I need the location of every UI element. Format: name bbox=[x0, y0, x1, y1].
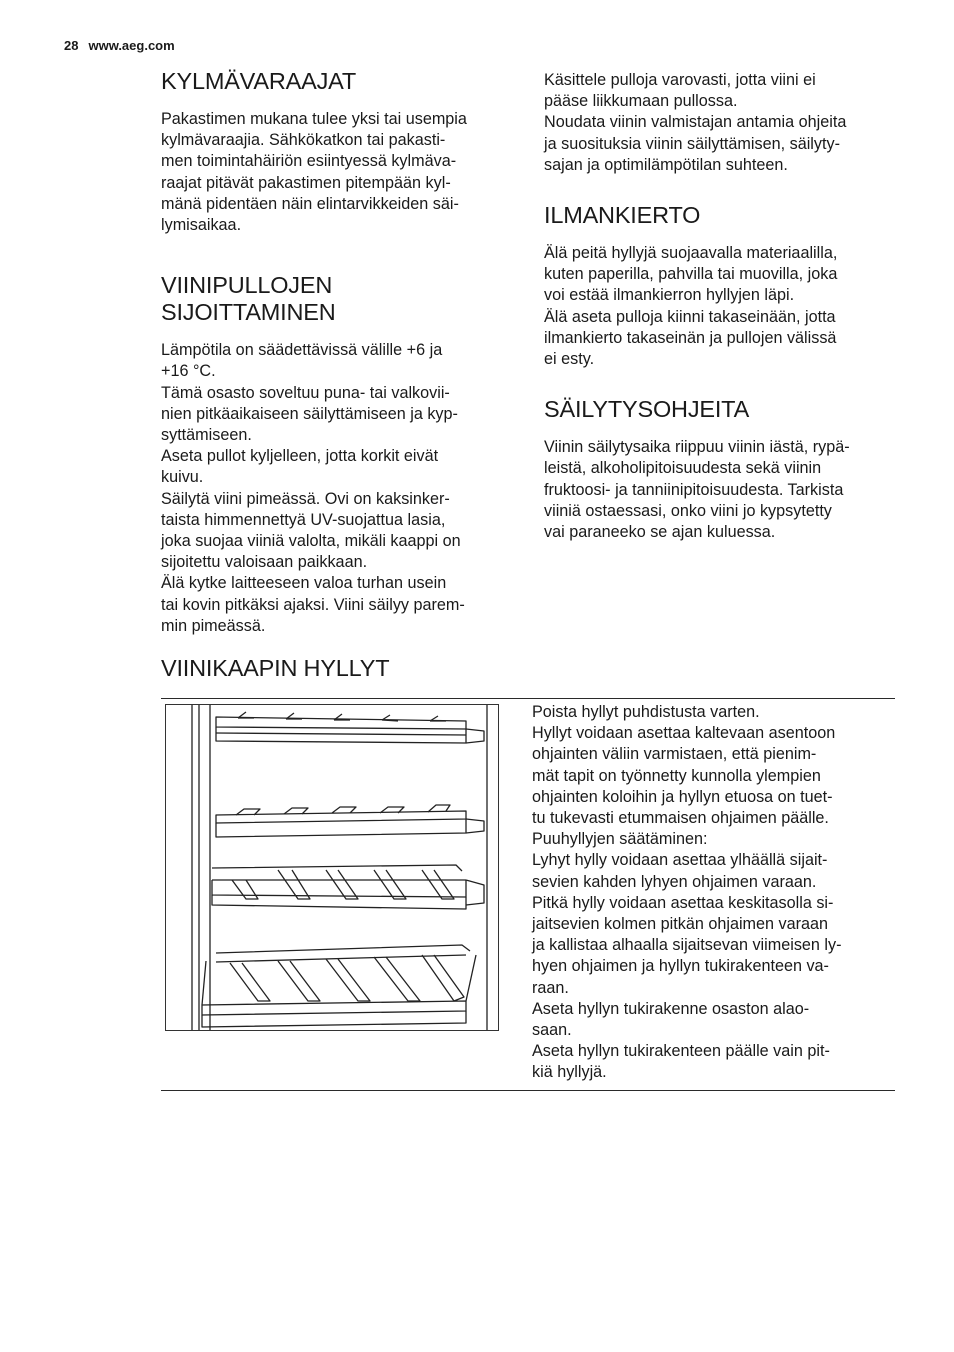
page-header bbox=[64, 38, 175, 53]
text-line: Aseta hyllyn tukirakenteen päälle vain pit- bbox=[532, 1042, 830, 1061]
text-line: tai kovin pitkäksi ajaksi. Viini säilyy parem- bbox=[161, 595, 465, 614]
text-line: mät tapit on työnnetty kunnolla ylempien bbox=[532, 766, 821, 785]
text-line: ilmankierto takaseinän ja pullojen välissä bbox=[544, 328, 837, 347]
shelves-drawing bbox=[166, 705, 499, 1031]
wine-shelves-illustration bbox=[165, 704, 499, 1031]
section-title-kylmavaraajat: KYLMÄVARAAJAT bbox=[161, 68, 357, 94]
text-line: ohjainten koloihin ja hyllyn etuosa on tuet- bbox=[532, 787, 833, 806]
text-line: Viinin säilytysaika riippuu viinin iästä, rypä- bbox=[544, 438, 850, 457]
text-line: leistä, alkoholipitoisuudesta sekä viinin bbox=[544, 459, 822, 478]
text-line: Noudata viinin valmistajan antamia ohjeita bbox=[544, 113, 847, 132]
text-line: kuten paperilla, pahvilla tai muovilla, joka bbox=[544, 265, 838, 284]
text-line: vai paraneeko se ajan kuluessa. bbox=[544, 523, 776, 542]
text-line: sajan ja optimilämpötilan suhteen. bbox=[544, 155, 788, 174]
text-line: lymisaikaa. bbox=[161, 216, 242, 235]
text-line: Älä peitä hyllyjä suojaavalla materiaalilla, bbox=[544, 244, 838, 263]
text-line: hyen ohjaimen ja hyllyn tukirakenteen va- bbox=[532, 957, 829, 976]
text-line: +16 °C. bbox=[161, 362, 216, 381]
text-line: Hyllyt voidaan asettaa kaltevaan asentoon bbox=[532, 724, 836, 743]
text-line: sijoitettu valoisaan paikkaan. bbox=[161, 553, 368, 572]
text-line: voi estää ilmankierron hyllyjen läpi. bbox=[544, 286, 795, 305]
title-line: SIJOITTAMINEN bbox=[161, 299, 336, 326]
text-line: men toimintahäiriön esiintyessä kylmäva- bbox=[161, 152, 457, 171]
text-line: sevien kahden lyhyen ohjaimen varaan. bbox=[532, 872, 817, 891]
text-line: saan. bbox=[532, 1021, 572, 1040]
text-line: taista himmennettyä UV-suojattua lasia, bbox=[161, 510, 446, 529]
text-line: syttämiseen. bbox=[161, 426, 252, 445]
text-line: Puuhyllyjen säätäminen: bbox=[532, 830, 708, 849]
title-line: VIINIPULLOJEN bbox=[161, 272, 333, 299]
text-line: fruktoosi- ja tanniinipitoisuudesta. Tarkista bbox=[544, 480, 844, 499]
text-line: joka suojaa viiniä valolta, mikäli kaappi on bbox=[161, 532, 461, 551]
section-title-viinikaapin-hyllyt: VIINIKAAPIN HYLLYT bbox=[161, 655, 390, 681]
page-number: 28 bbox=[64, 38, 79, 53]
section-body-kylmavaraajat bbox=[161, 109, 513, 236]
text-line: kylmävaraajia. Sähkökatkon tai pakasti- bbox=[161, 131, 446, 150]
text-line: Tämä osasto soveltuu puna- tai valkovii- bbox=[161, 383, 450, 402]
section-body-sailytysohjeita bbox=[544, 437, 900, 543]
text-line: jaitsevien kolmen pitkän ohjaimen varaan bbox=[532, 915, 829, 934]
text-line: ohjainten väliin varmistaen, että pienim- bbox=[532, 745, 817, 764]
text-line: raajat pitävät pakastimen pitempään kyl- bbox=[161, 173, 451, 192]
text-line: Säilytä viini pimeässä. Ovi on kaksinker- bbox=[161, 489, 450, 508]
text-line: Käsittele pulloja varovasti, jotta viini ei bbox=[544, 71, 816, 89]
text-line: mänä pidentäen näin elintarvikkeiden säi- bbox=[161, 194, 459, 213]
text-line: Pakastimen mukana tulee yksi tai usempia bbox=[161, 110, 467, 128]
text-line: Pitkä hylly voidaan asettaa keskitasolla si- bbox=[532, 893, 834, 912]
left-column bbox=[161, 68, 513, 637]
text-line: Älä aseta pulloja kiinni takaseinään, jotta bbox=[544, 307, 836, 326]
section-title-ilmankierto: ILMANKIERTO bbox=[544, 202, 701, 229]
text-line: min pimeässä. bbox=[161, 616, 266, 635]
text-line: Poista hyllyt puhdistusta varten. bbox=[532, 703, 760, 721]
section-title-viinipullojen bbox=[161, 272, 513, 326]
section-body-viinipullojen bbox=[161, 340, 513, 637]
text-line: Lyhyt hylly voidaan asettaa ylhäällä sijait- bbox=[532, 851, 828, 870]
section-body-ilmankierto bbox=[544, 243, 900, 370]
section-title-sailytysohjeita: SÄILYTYSOHJEITA bbox=[544, 396, 750, 423]
text-line: pääse liikkumaan pullossa. bbox=[544, 92, 738, 111]
text-line: Lämpötila on säädettävissä välille +6 ja bbox=[161, 341, 443, 360]
site-url: www.aeg.com bbox=[88, 38, 175, 53]
text-line: Aseta hyllyn tukirakenne osaston alao- bbox=[532, 999, 810, 1018]
text-line: Aseta pullot kyljelleen, jotta korkit eivät bbox=[161, 447, 439, 466]
text-line: ja suosituksia viinin säilyttämisen, säilyty- bbox=[544, 134, 840, 153]
text-line: ja kallistaa alhaalla sijaitsevan viimeisen ly- bbox=[532, 936, 842, 955]
text-line: raan. bbox=[532, 978, 569, 997]
text-line: viiniä ostaessasi, onko viini jo kypsytetty bbox=[544, 501, 832, 520]
intro-paragraph bbox=[544, 70, 900, 176]
text-line: kiä hyllyjä. bbox=[532, 1063, 607, 1082]
shelves-instructions bbox=[532, 702, 892, 1084]
text-line: kuivu. bbox=[161, 468, 204, 487]
text-line: ei esty. bbox=[544, 350, 595, 369]
table-top-rule bbox=[161, 698, 895, 699]
text-line: Älä kytke laitteeseen valoa turhan usein bbox=[161, 574, 447, 593]
right-column bbox=[544, 70, 900, 543]
text-line: nien pitkäaikaiseen säilyttämiseen ja kyp- bbox=[161, 404, 458, 423]
table-bottom-rule bbox=[161, 1090, 895, 1091]
text-line: tu tukevasti etummaisen ohjaimen päälle. bbox=[532, 809, 829, 828]
